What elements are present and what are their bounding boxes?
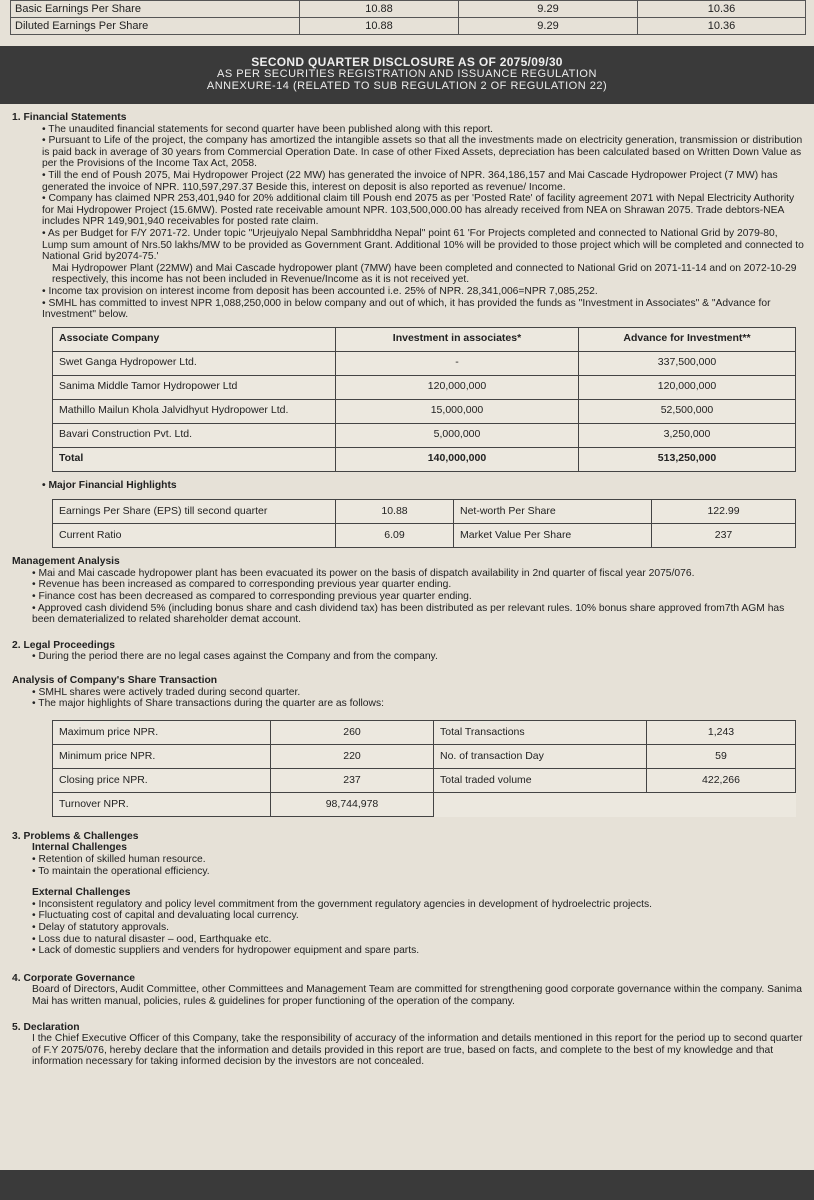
eps-value: 10.88 [300,1,459,18]
eps-label: Diluted Earnings Per Share [11,18,300,35]
table-cell: 10.88 [336,500,454,524]
footer-band [0,1170,814,1200]
list-item: • To maintain the operational efficiency. [32,866,804,878]
table-cell: 220 [271,744,434,768]
bullet-list [12,286,804,321]
list-item: • Till the end of Poush 2075, Mai Hydropower Project (22 MW) has generated the invoice of NPR. 364,186,157 and Mai Cascade Hydropower Project (7 MW) has generated the invoice of NPR. 110,597,297.37 Beside this, interest on deposit is also reported as revenue/ Income. [42,170,804,193]
table-cell: 52,500,000 [579,399,796,423]
list-item: • Approved cash dividend 5% (including bonus share and cash dividend tax) has been distributed as per relevant rules. 10% bonus share approved from7th AGM has been dematerialized to related shareholder demat account. [32,603,804,626]
table-cell: Turnover NPR. [53,792,271,816]
table-cell: 15,000,000 [336,399,579,423]
list-item: • SMHL has committed to invest NPR 1,088,250,000 in below company and out of which, it has provided the funds as "Investment in Associates" & "Advance for Investment" below. [42,298,804,321]
banner-line2: AS PER SECURITIES REGISTRATION AND ISSUANCE REGULATION [217,68,597,80]
list-item: • SMHL shares were actively traded during second quarter. [32,687,804,699]
paragraph: Mai Hydropower Plant (22MW) and Mai Cascade hydropower plant (7MW) have been completed and connected to National Grid on 2071-11-14 and on 2072-10-29 respectively, this income has not been included in Revenue/Income as it is not received yet. [52,262,797,286]
table-cell: Net-worth Per Share [454,500,652,524]
table-row [53,423,796,447]
table-row [53,500,796,524]
table-row [53,399,796,423]
table-cell: Current Ratio [53,524,336,548]
table-cell: 98,744,978 [271,792,434,816]
table-cell: Sanima Middle Tamor Hydropower Ltd [53,375,336,399]
list-item: • Lack of domestic suppliers and venders for hydropower equipment and spare parts. [32,945,804,957]
eps-table [10,0,806,35]
subsection-title: External Challenges [32,887,131,899]
paragraph: I the Chief Executive Officer of this Company, take the responsibility of accuracy of the information and details mentioned in this report for the period up to second quarter of F.Y 2075/076, hereby declare that the information and details provided in this report are true, based on facts, and complete to the best of my knowledge and that information necessary for taking informed decision by the investors are not concealed. [32,1033,803,1068]
table-cell: Market Value Per Share [454,524,652,548]
table-cell: 120,000,000 [336,375,579,399]
disclosure-banner [0,46,814,104]
table-cell: Bavari Construction Pvt. Ltd. [53,423,336,447]
table-cell: 6.09 [336,524,454,548]
table-cell: 122.99 [652,500,796,524]
bullet-list [12,687,804,710]
table-cell: - [336,351,579,375]
table-cell: Maximum price NPR. [53,720,271,744]
empty-cell [647,792,796,816]
paragraph: Board of Directors, Audit Committee, other Committees and Management Team are committed for strengthening good corporate governance within the company. Sanima Mai has written manual, policies, rules & guidelines for proper functioning of the operation of the company. [32,984,802,1007]
table-cell: 59 [647,744,796,768]
table-cell: 260 [271,720,434,744]
table-cell: 513,250,000 [579,447,796,471]
associate-table [52,327,796,472]
table-row [53,351,796,375]
list-item: • Mai and Mai cascade hydropower plant has been evacuated its power on the basis of dispatch availability in 2nd quarter of fiscal year 2075/076. [32,568,804,580]
list-item: • Finance cost has been decreased as compared to corresponding previous year quarter ending. [32,591,804,603]
section-title: 3. Problems & Challenges [12,830,139,842]
table-row [53,768,796,792]
list-item: • Retention of skilled human resource. [32,854,804,866]
table-cell: 120,000,000 [579,375,796,399]
table-cell: Total traded volume [434,768,647,792]
total-row [53,447,796,471]
empty-cell [434,792,647,816]
table-row [53,720,796,744]
table-row [11,18,806,35]
table-cell: 237 [271,768,434,792]
list-item: • The unaudited financial statements for second quarter have been published along with this report. [42,124,804,136]
table-row [53,792,796,816]
table-row [11,1,806,18]
section-title: 2. Legal Proceedings [12,639,116,651]
table-header-row [53,327,796,351]
table-cell: 1,243 [647,720,796,744]
bullet-list [12,480,804,492]
eps-value: 9.29 [459,1,638,18]
eps-value: 9.29 [459,18,638,35]
table-cell: No. of transaction Day [434,744,647,768]
list-item: • The major highlights of Share transactions during the quarter are as follows: [32,698,804,710]
subsection-title: Internal Challenges [32,842,127,854]
banner-line3: ANNEXURE-14 (RELATED TO SUB REGULATION 2 OF REGULATION 22) [206,80,608,92]
list-item: • Loss due to natural disaster – ood, Earthquake etc. [32,934,804,946]
table-cell: 3,250,000 [579,423,796,447]
table-cell: Closing price NPR. [53,768,271,792]
table-row [53,524,796,548]
bullet-list [12,854,804,877]
column-header: Investment in associates* [336,327,579,351]
banner-title: SECOND QUARTER DISCLOSURE AS OF 2075/09/30 [251,55,563,69]
table-cell: Total Transactions [434,720,647,744]
section-title: 5. Declaration [12,1021,80,1033]
section-title: 1. Financial Statements [12,112,127,123]
list-item: • Revenue has been increased as compared to corresponding previous year quarter ending. [32,579,804,591]
section-title: Analysis of Company's Share Transaction [12,675,218,687]
section-title: Management Analysis [12,556,120,568]
list-item: • Company has claimed NPR 253,401,940 for 20% additional claim till Poush end 2075 as per 'Posted Rate' of facility agreement 2071 with Nepal Electricity Authority for Mai Hydropower Project (15.6MW). Posted rate receivable amount NPR. 103,500,000.00 has already received from NEA on Shrawan 2075. Trade debtors-NEA includes NPR 149,901,940 receivables for posted rate claim. [42,193,804,228]
table-cell: 337,500,000 [579,351,796,375]
table-cell: 422,266 [647,768,796,792]
table-cell: Earnings Per Share (EPS) till second quarter [53,500,336,524]
list-item: • Pursuant to Life of the project, the company has amortized the intangible assets so that all the investments made on electricity generation, transmission or distribution is paid back in average of 30 years from Commercial Operation Date. In case of other Fixed Assets, depreciation has been calculated based on Written Down Value as per the Provisions of the Income Tax Act, 2058. [42,135,804,170]
subsection-title: • Major Financial Highlights [42,480,804,492]
eps-label: Basic Earnings Per Share [11,1,300,18]
table-row [53,375,796,399]
list-item: • Fluctuating cost of capital and devaluating local currency. [32,910,804,922]
section-title: 4. Corporate Governance [12,972,136,984]
highlights-table [52,499,796,548]
table-cell: 237 [652,524,796,548]
bullet-list [12,651,804,663]
share-table [52,720,796,817]
column-header: Associate Company [53,327,336,351]
table-cell: Total [53,447,336,471]
table-cell: Minimum price NPR. [53,744,271,768]
table-cell: Mathillo Mailun Khola Jalvidhyut Hydropower Ltd. [53,399,336,423]
list-item: • Inconsistent regulatory and policy level commitment from the government regulatory agencies in development of hydroelectric projects. [32,899,804,911]
bullet-list [12,124,804,263]
eps-value: 10.36 [638,1,806,18]
list-item: • During the period there are no legal cases against the Company and from the company. [32,651,804,663]
table-cell: Swet Ganga Hydropower Ltd. [53,351,336,375]
list-item: • As per Budget for F/Y 2071-72. Under topic "Urjeujyalo Nepal Sambhriddha Nepal" point 61 'For Projects completed and connected to National Grid by 2079-80, Lump sum amount of Nrs.50 lakhs/MW to be provided as Government Grant. Additional 10% will be provided to those project which will be completed and connected to National Grid by2074-75.' [42,228,804,263]
eps-value: 10.88 [300,18,459,35]
list-item: • Delay of statutory approvals. [32,922,804,934]
disclosure-content [12,112,804,1068]
eps-value: 10.36 [638,18,806,35]
list-item: • Income tax provision on interest income from deposit has been accounted i.e. 25% of NPR. 28,341,006=NPR 7,085,252. [42,286,804,298]
bullet-list [12,899,804,957]
table-cell: 5,000,000 [336,423,579,447]
bullet-list [12,568,804,626]
column-header: Advance for Investment** [579,327,796,351]
table-cell: 140,000,000 [336,447,579,471]
table-row [53,744,796,768]
